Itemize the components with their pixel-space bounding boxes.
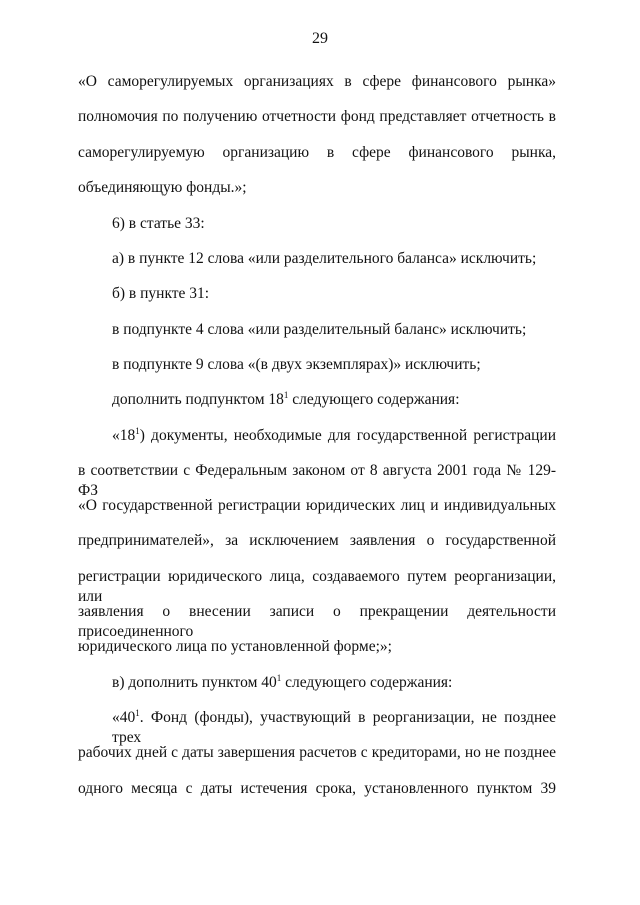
superscript: 1 [135,425,140,436]
text-line: одного месяца с даты истечения срока, установленного пунктом 39 [78,780,556,797]
text-fragment: ) документы, необходимые для государственной регистрации [139,427,556,444]
text-line: полномочия по получению отчетности фонд представляет отчетность в [78,108,556,125]
text-line: регистрации юридического лица, создаваемого путем реорганизации, или [78,568,556,605]
text-line: предпринимателей», за исключением заявления о государственной [78,532,556,549]
text-line: в подпункте 4 слова «или разделительный баланс» исключить; [112,321,527,338]
text-fragment: . Фонд (фонды), участвующий в реорганизации, не позднее трех [112,709,556,746]
text-line: а) в пункте 12 слова «или разделительного баланса» исключить; [112,250,537,267]
text-line [112,708,556,748]
superscript: 1 [276,672,282,683]
text-fragment: дополнить подпунктом 18 [112,391,284,408]
text-line [112,390,556,410]
text-line: рабочих дней с даты завершения расчетов с кредиторами, но не позднее [78,744,556,761]
text-fragment: «40 [112,709,136,726]
text-line: юридического лица по установленной форме;»; [78,638,392,655]
text-line: саморегулируемую организацию в сфере финансового рынка, [78,144,556,161]
page-number: 29 [312,30,328,47]
text-line: «О саморегулируемых организациях в сфере финансового рынка» [78,73,556,90]
text-line [112,673,556,693]
superscript: 1 [135,707,140,718]
text-line: 6) в статье 33: [112,215,205,232]
text-fragment: в) дополнить пунктом 40 [112,674,277,691]
text-fragment: «18 [112,427,136,444]
text-line: б) в пункте 31: [112,285,210,302]
text-line: в соответствии с Федеральным законом от 8 августа 2001 года № 129-ФЗ [78,462,556,499]
text-line: заявления о внесении записи о прекращении деятельности присоединенного [78,603,556,640]
superscript: 1 [283,389,289,400]
text-line: объединяющую фонды.»; [78,179,247,196]
text-fragment: следующего содержания: [288,391,460,408]
text-line: в подпункте 9 слова «(в двух экземплярах)» исключить; [112,356,481,373]
text-fragment: следующего содержания: [281,674,453,691]
text-line: «О государственной регистрации юридических лиц и индивидуальных [78,497,556,514]
text-line [112,426,556,446]
